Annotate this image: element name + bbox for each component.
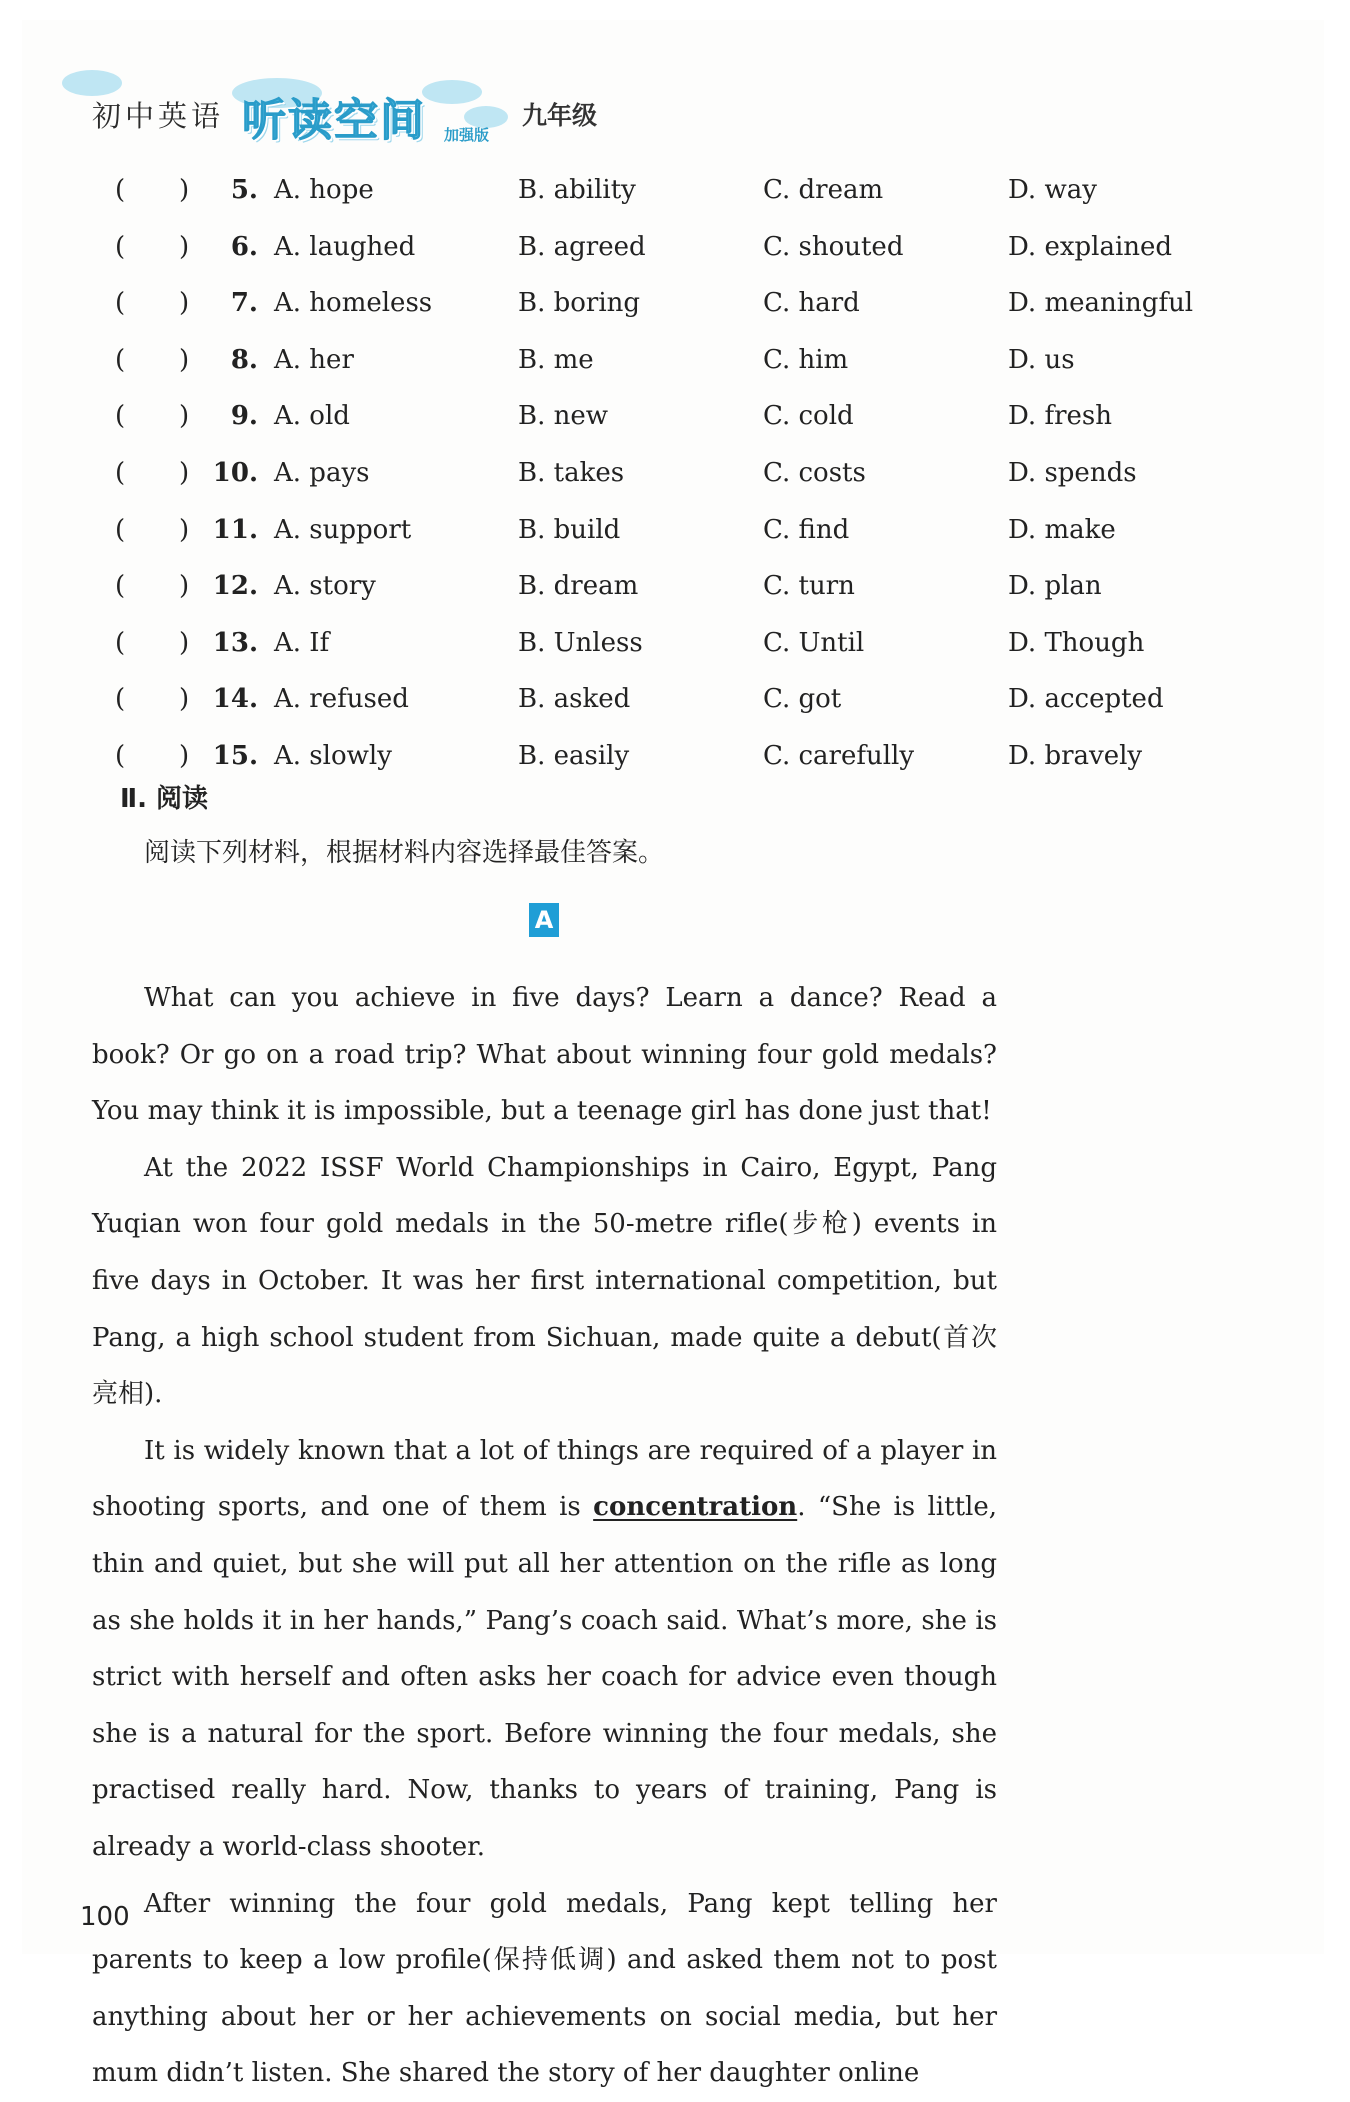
option-c: C. Until [763, 627, 865, 658]
question-number: 10. [212, 458, 258, 488]
option-d: D. Though [1008, 627, 1145, 658]
answer-blank-close: ) [179, 231, 190, 262]
answer-blank-open: ( [115, 175, 126, 205]
option-c: C. carefully [763, 741, 915, 771]
paragraph-text: It is widely known that a lot of things are required of a player in shooting sports, and one of them is [92, 1435, 997, 1523]
answer-blank-open: ( [115, 288, 126, 319]
passage-label: A [529, 903, 559, 937]
option-c: C. costs [763, 458, 866, 488]
section-heading: Ⅱ. 阅读 [120, 784, 209, 814]
answer-blank-close: ) [179, 458, 190, 488]
question-number: 6. [230, 231, 258, 262]
question-number: 5. [230, 175, 258, 205]
book-title: 听读空间 [242, 95, 426, 146]
answer-blank-close: ) [179, 627, 190, 658]
page-number: 100 [80, 1902, 130, 1932]
passage-paragraph: What can you achieve in five days? Learn a dance? Read a book? Or go on a road trip? What about winning four gold medals? You may think it is impossible, but a teenage girl has done just that! [92, 983, 997, 1127]
option-a: A. support [274, 514, 412, 545]
option-a: A. hope [274, 175, 374, 205]
answer-blank-close: ) [179, 514, 190, 545]
option-c: C. turn [763, 571, 855, 602]
paragraph-text: . “She is little, thin and quiet, but she will put all her attention on the rifle as long as she holds it in her hands,” Pang’s coach said. What’s more, she is strict with herself and often asks her coach for advice even though she is a natural for the sport. Before winning the four medals, she practised really hard. Now, thanks to years of training, Pang is already a world-class shooter. [92, 1492, 997, 1862]
option-b: B. dream [518, 571, 639, 602]
reading-passage [92, 970, 997, 2102]
option-b: B. boring [518, 288, 641, 319]
textbook-page [22, 20, 1324, 2089]
answer-blank-open: ( [115, 684, 126, 715]
option-c: C. got [763, 684, 842, 715]
keyword-concentration: concentration [593, 1492, 798, 1523]
option-c: C. find [763, 514, 850, 545]
option-d: D. way [1008, 175, 1097, 205]
option-a: A. her [274, 344, 354, 375]
answer-blank-close: ) [179, 175, 190, 205]
answer-blank-close: ) [179, 401, 190, 432]
section-instruction: 阅读下列材料，根据材料内容选择最佳答案。 [144, 838, 665, 868]
option-b: B. Unless [518, 627, 643, 658]
option-a: A. laughed [274, 231, 416, 262]
book-subject: 初中英语 [92, 99, 225, 133]
option-c: C. hard [763, 288, 860, 319]
passage-paragraph: At the 2022 ISSF World Championships in Cairo, Egypt, Pang Yuqian won four gold medals in the 50-metre rifle(步枪) events in five days in October. It was her first international competition, but Pang, a high school student from Sichuan, made quite a debut(首次亮相). [92, 1152, 997, 1410]
question-number: 11. [212, 514, 258, 545]
answer-blank-close: ) [179, 684, 190, 715]
answer-blank-open: ( [115, 741, 126, 771]
option-b: B. ability [518, 175, 636, 205]
option-d: D. bravely [1008, 741, 1143, 771]
passage-paragraph [92, 1423, 997, 1876]
option-b: B. asked [518, 684, 631, 715]
option-c: C. shouted [763, 231, 904, 262]
question-number: 9. [230, 401, 258, 432]
option-a: A. story [274, 571, 376, 602]
page-header [92, 80, 692, 150]
option-a: A. homeless [274, 288, 433, 319]
answer-blank-open: ( [115, 514, 126, 545]
option-b: B. takes [518, 458, 625, 488]
book-grade: 九年级 [522, 101, 598, 130]
answer-blank-close: ) [179, 344, 190, 375]
answer-blank-open: ( [115, 571, 126, 602]
answer-blank-close: ) [179, 571, 190, 602]
answer-blank-close: ) [179, 741, 190, 771]
option-d: D. spends [1008, 458, 1137, 488]
option-d: D. explained [1008, 231, 1173, 262]
option-a: A. refused [274, 684, 409, 715]
question-number: 7. [230, 288, 258, 319]
option-d: D. accepted [1008, 684, 1164, 715]
answer-blank-open: ( [115, 231, 126, 262]
option-a: A. If [274, 627, 330, 658]
question-number: 14. [212, 684, 258, 715]
answer-blank-open: ( [115, 344, 126, 375]
question-number: 15. [212, 741, 258, 771]
option-d: D. us [1008, 344, 1075, 375]
answer-blank-open: ( [115, 401, 126, 432]
answer-blank-open: ( [115, 627, 126, 658]
passage-paragraph: After winning the four gold medals, Pang kept telling her parents to keep a low profile(保持低调) and asked them not to post anything about her or her achievements on social media, but her mum didn’t listen. She shared the story of her daughter online [92, 1888, 997, 2089]
option-c: C. cold [763, 401, 854, 432]
option-b: B. me [518, 344, 594, 375]
option-d: D. fresh [1008, 401, 1112, 432]
option-a: A. slowly [274, 741, 392, 771]
cloud-decoration [62, 70, 122, 96]
answer-blank-open: ( [115, 458, 126, 488]
option-b: B. easily [518, 741, 630, 771]
cloud-decoration [422, 80, 482, 104]
book-edition: 加强版 [444, 126, 490, 144]
option-c: C. dream [763, 175, 884, 205]
option-a: A. old [274, 401, 350, 432]
option-d: D. make [1008, 514, 1116, 545]
answer-blank-close: ) [179, 288, 190, 319]
option-a: A. pays [274, 458, 370, 488]
option-b: B. agreed [518, 231, 646, 262]
question-number: 12. [212, 571, 258, 602]
option-b: B. new [518, 401, 609, 432]
option-b: B. build [518, 514, 621, 545]
question-number: 13. [212, 627, 258, 658]
option-c: C. him [763, 344, 849, 375]
question-number: 8. [230, 344, 258, 375]
option-d: D. plan [1008, 571, 1102, 602]
option-d: D. meaningful [1008, 288, 1194, 319]
